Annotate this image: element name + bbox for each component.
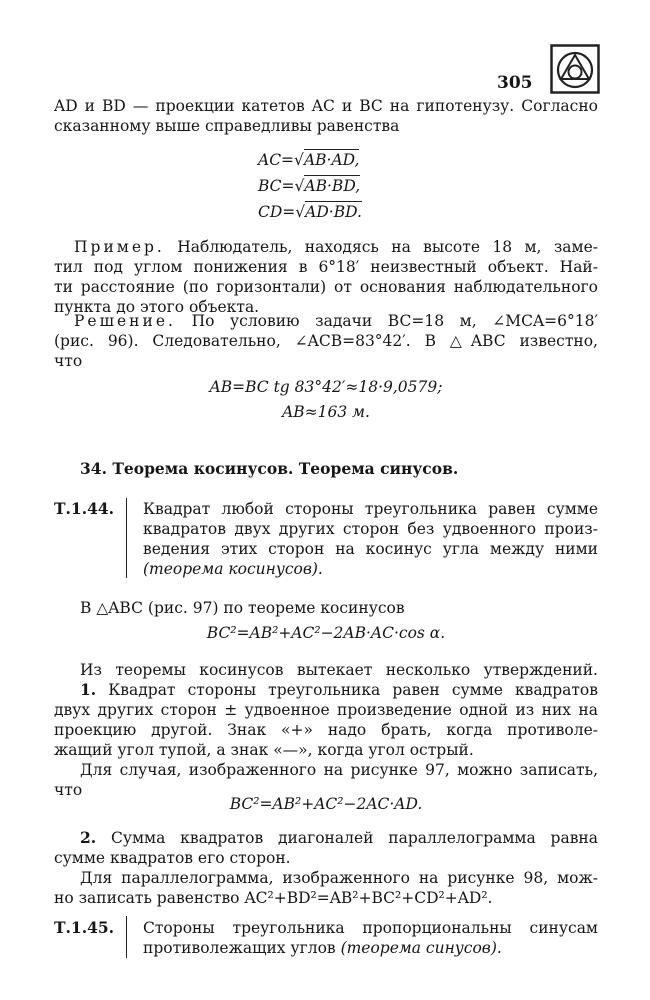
text-line: (рис. 96). Следовательно, ∠ACB=83°42′. В △ABC известно, — [54, 332, 598, 350]
theorem-line: ведения этих сторон на косинус угла между ними — [143, 540, 598, 558]
text-line: что — [54, 352, 83, 370]
theorem-line: квадратов двух других сторон без удвоенного произ- — [143, 520, 598, 538]
formula-bc: BC=√AB·BD, — [258, 177, 361, 195]
theorem-bar — [126, 498, 127, 578]
formula-cd: CD=√AD·BD. — [258, 203, 362, 221]
example-line: Пример. Наблюдатель, находясь на высоте 18 м, заме- — [74, 238, 598, 256]
text-line: AD и BD — проекции катетов AC и BC на гипотенузу. Согласно — [54, 97, 598, 115]
text-line: что — [54, 781, 83, 799]
formula-cosine: BC²=AB²+AC²−2AB·AC·cos α. — [206, 624, 446, 642]
formula-ab-result: AB≈163 м. — [282, 403, 370, 421]
formula-ac: AC=√AB·AD, — [258, 151, 360, 169]
text-line: пункта до этого объекта. — [54, 298, 260, 316]
text-line: сказанному выше справедливы равенства — [54, 117, 400, 135]
text-line: Для параллелограмма, изображенного на рисунке 98, мож- — [80, 869, 598, 887]
text-line: Из теоремы косинусов вытекает несколько утверждений. — [80, 661, 598, 679]
section-heading: 34. Теорема косинусов. Теорема синусов. — [80, 459, 459, 478]
text-line: но записать равенство AC²+BD²=AB²+BC²+CD²+AD². — [54, 889, 493, 907]
text-line: тил под углом понижения в 6°18′ неизвестный объект. Най- — [54, 258, 598, 276]
text-line: ти расстояние (по горизонтали) от основания наблюдательного — [54, 278, 598, 296]
text-line: В △ABC (рис. 97) по теореме косинусов — [80, 599, 405, 617]
text-line: 1. Квадрат стороны треугольника равен сумме квадратов — [80, 680, 598, 699]
text-line: двух других сторон ± удвоенное произведение одной из них на — [54, 701, 598, 719]
text-line: проекцию другой. Знак «+» надо брать, когда противоле- — [54, 721, 598, 739]
formula-ab: AB=BC tg 83°42′≈18·9,0579; — [209, 378, 443, 396]
formula-case: BC²=AB²+AC²−2AC·AD. — [229, 795, 423, 813]
text-line: жащий угол тупой, а знак «—», когда угол острый. — [54, 741, 474, 759]
theorem-label: Т.1.45. — [54, 918, 115, 937]
theorem-line: противолежащих углов (теорема синусов). — [143, 939, 502, 957]
theorem-line: Квадрат любой стороны треугольника равен сумме — [143, 500, 598, 518]
theorem-label: Т.1.44. — [54, 499, 115, 518]
theorem-line: Стороны треугольника пропорциональны синусам — [143, 919, 598, 937]
theorem-bar — [126, 916, 127, 958]
theorem-name: (теорема косинусов). — [143, 560, 323, 578]
text-line: Для случая, изображенного на рисунке 97, можно записать, — [80, 761, 598, 779]
page-number: 305 — [497, 73, 533, 93]
text-line: сумме квадратов его сторон. — [54, 849, 291, 867]
solution-line: Решение. По условию задачи BC=18 м, ∠MCA=6°18′ — [74, 312, 598, 330]
text-line: 2. Сумма квадратов диагоналей параллелограмма равна — [80, 828, 598, 847]
chapter-icon — [550, 44, 600, 94]
